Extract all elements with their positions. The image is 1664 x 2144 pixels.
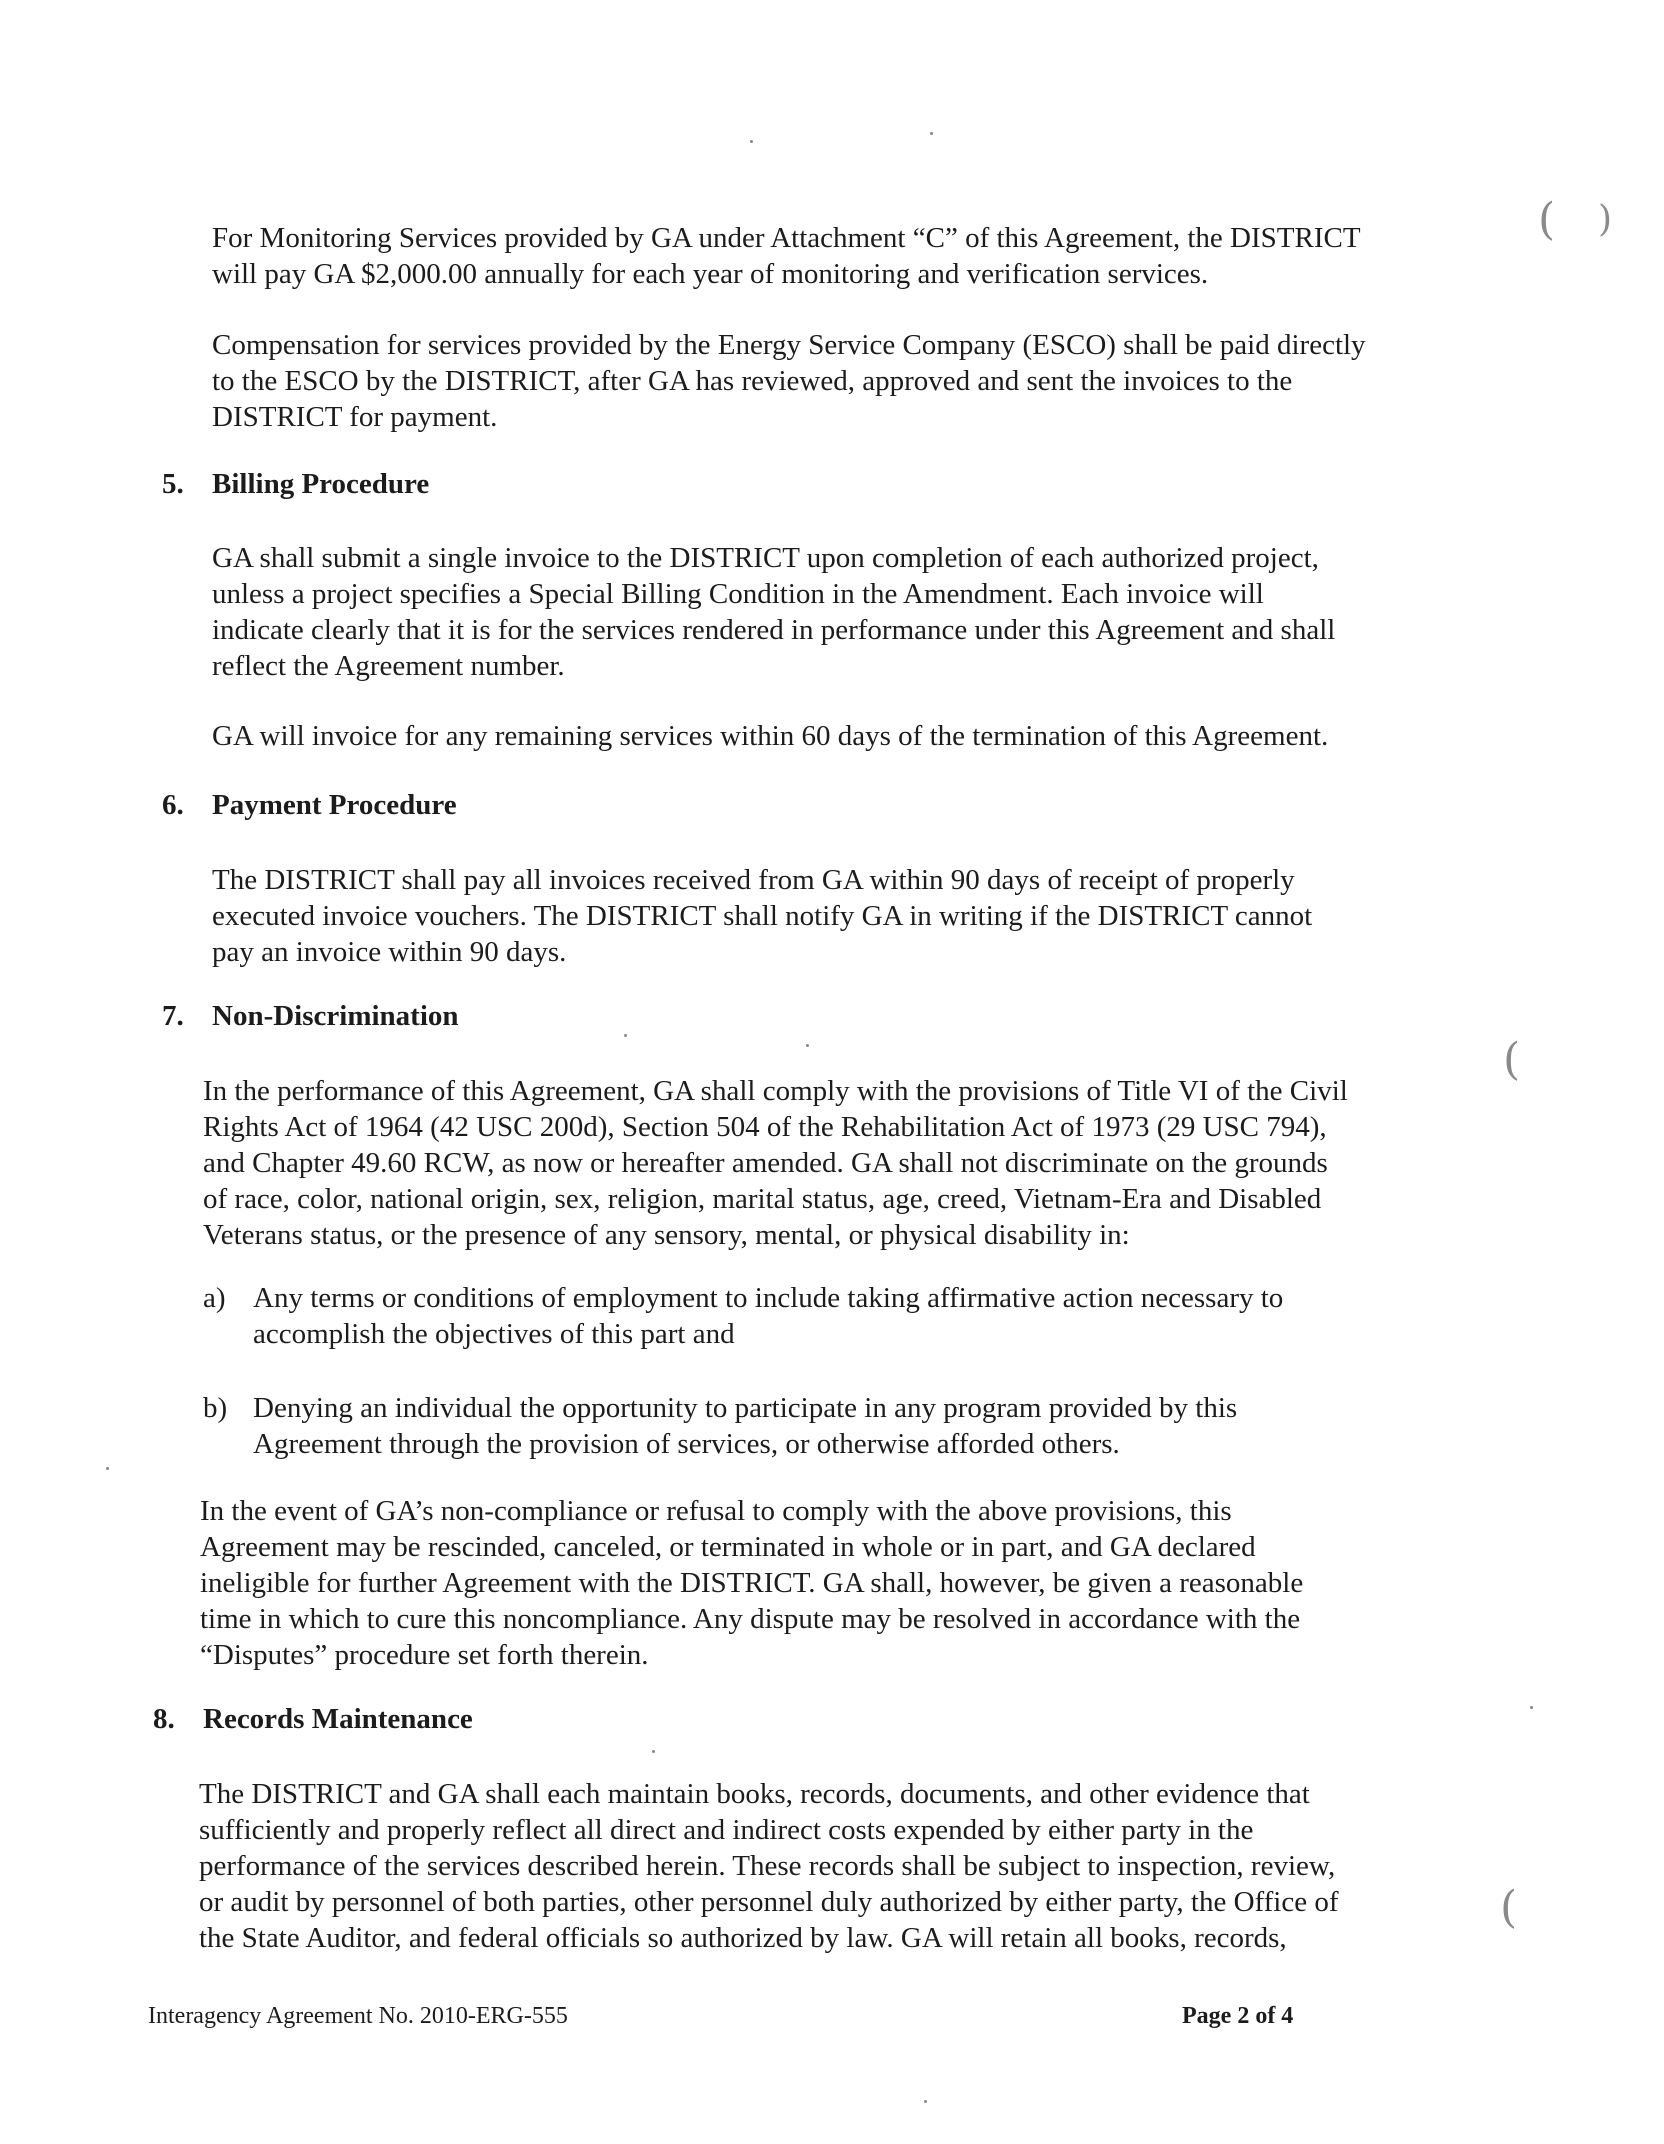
text-line: reflect the Agreement number. <box>212 650 565 682</box>
payment-paragraph <box>212 862 1312 970</box>
scan-speck <box>652 1750 655 1753</box>
text-line: Rights Act of 1964 (42 USC 200d), Section 504 of the Rehabilitation Act of 1973 (29 USC 794), <box>203 1111 1327 1143</box>
text-line: Compensation for services provided by the Energy Service Company (ESCO) shall be paid directly <box>212 329 1366 361</box>
text-line: GA shall submit a single invoice to the DISTRICT upon completion of each authorized project, <box>212 542 1319 574</box>
section-heading-nondiscrimination <box>162 998 459 1034</box>
esco-paragraph <box>212 327 1366 435</box>
list-marker: a) <box>203 1282 226 1314</box>
text-line: For Monitoring Services provided by GA under Attachment “C” of this Agreement, the DISTRICT <box>212 222 1361 254</box>
text-line: and Chapter 49.60 RCW, as now or hereafter amended. GA shall not discriminate on the grounds <box>203 1147 1328 1179</box>
text-line: accomplish the objectives of this part and <box>253 1318 735 1350</box>
text-line: indicate clearly that it is for the services rendered in performance under this Agreement and shall <box>212 614 1336 646</box>
list-item-a <box>203 1280 1283 1352</box>
text-line: “Disputes” procedure set forth therein. <box>200 1639 649 1671</box>
text-line: pay an invoice within 90 days. <box>212 936 567 968</box>
text-line: The DISTRICT and GA shall each maintain books, records, documents, and other evidence that <box>199 1778 1310 1810</box>
section-number: 8. <box>153 1703 175 1735</box>
section-heading-billing <box>162 466 429 502</box>
footer-agreement-number: Interagency Agreement No. 2010-ERG-555 <box>148 2003 568 2029</box>
text-line: the State Auditor, and federal officials so authorized by law. GA will retain all books, records, <box>199 1922 1287 1954</box>
billing-paragraph-2 <box>212 718 1328 754</box>
text-line: to the ESCO by the DISTRICT, after GA has reviewed, approved and sent the invoices to the <box>212 365 1293 397</box>
text-line: of race, color, national origin, sex, religion, marital status, age, creed, Vietnam-Era and Disabled <box>203 1183 1322 1215</box>
section-number: 6. <box>162 789 184 821</box>
text-line: DISTRICT for payment. <box>212 401 498 433</box>
text-line: Any terms or conditions of employment to include taking affirmative action necessary to <box>253 1282 1284 1314</box>
text-line: will pay GA $2,000.00 annually for each year of monitoring and verification services. <box>212 258 1209 290</box>
section-title: Payment Procedure <box>212 789 457 821</box>
section-heading-payment <box>162 787 457 823</box>
list-marker: b) <box>203 1392 228 1424</box>
text-line: unless a project specifies a Special Billing Condition in the Amendment. Each invoice will <box>212 578 1264 610</box>
scan-speck <box>806 1044 809 1047</box>
nondiscrimination-paragraph-2 <box>200 1493 1303 1673</box>
text-line: Veterans status, or the presence of any sensory, mental, or physical disability in: <box>203 1219 1130 1251</box>
text-line: time in which to cure this noncompliance. Any dispute may be resolved in accordance with the <box>200 1603 1301 1635</box>
text-line: sufficiently and properly reflect all direct and indirect costs expended by either party in the <box>199 1814 1254 1846</box>
footer-page-number: Page 2 of 4 <box>1182 2003 1294 2029</box>
billing-paragraph-1 <box>212 540 1335 684</box>
text-line: The DISTRICT shall pay all invoices received from GA within 90 days of receipt of properly <box>212 864 1295 896</box>
scan-speck <box>924 2100 927 2103</box>
text-line: or audit by personnel of both parties, other personnel duly authorized by either party, the Office of <box>199 1886 1339 1918</box>
monitoring-paragraph <box>212 220 1361 292</box>
text-line: executed invoice vouchers. The DISTRICT shall notify GA in writing if the DISTRICT cannot <box>212 900 1313 932</box>
text-line: GA will invoice for any remaining services within 60 days of the termination of this Agreement. <box>212 720 1329 752</box>
nondiscrimination-paragraph-1 <box>203 1073 1348 1253</box>
section-title: Non-Discrimination <box>212 1000 459 1032</box>
scan-speck <box>930 132 933 135</box>
margin-mark-open: ( <box>1500 1882 1518 1933</box>
list-item-b <box>203 1390 1237 1462</box>
section-number: 5. <box>162 468 184 500</box>
scan-speck <box>624 1034 627 1037</box>
margin-mark-close: ) <box>1598 199 1613 240</box>
section-number: 7. <box>162 1000 184 1032</box>
text-line: In the performance of this Agreement, GA shall comply with the provisions of Title VI of the Civil <box>203 1075 1348 1107</box>
margin-mark-open: ( <box>1538 194 1556 245</box>
text-line: ineligible for further Agreement with the DISTRICT. GA shall, however, be given a reasonable <box>200 1567 1304 1599</box>
text-line: In the event of GA’s non-compliance or refusal to comply with the above provisions, this <box>200 1495 1232 1527</box>
scan-speck <box>750 140 753 143</box>
text-line: performance of the services described herein. These records shall be subject to inspection, review, <box>199 1850 1336 1882</box>
records-paragraph <box>199 1776 1339 1956</box>
scan-speck <box>106 1467 109 1470</box>
section-heading-records <box>153 1701 473 1737</box>
margin-mark-open: ( <box>1503 1034 1521 1085</box>
text-line: Denying an individual the opportunity to participate in any program provided by this <box>253 1392 1238 1424</box>
section-title: Billing Procedure <box>212 468 430 500</box>
scan-speck <box>1530 1706 1533 1709</box>
text-line: Agreement through the provision of services, or otherwise afforded others. <box>253 1428 1120 1460</box>
section-title: Records Maintenance <box>203 1703 473 1735</box>
text-line: Agreement may be rescinded, canceled, or terminated in whole or in part, and GA declared <box>200 1531 1256 1563</box>
